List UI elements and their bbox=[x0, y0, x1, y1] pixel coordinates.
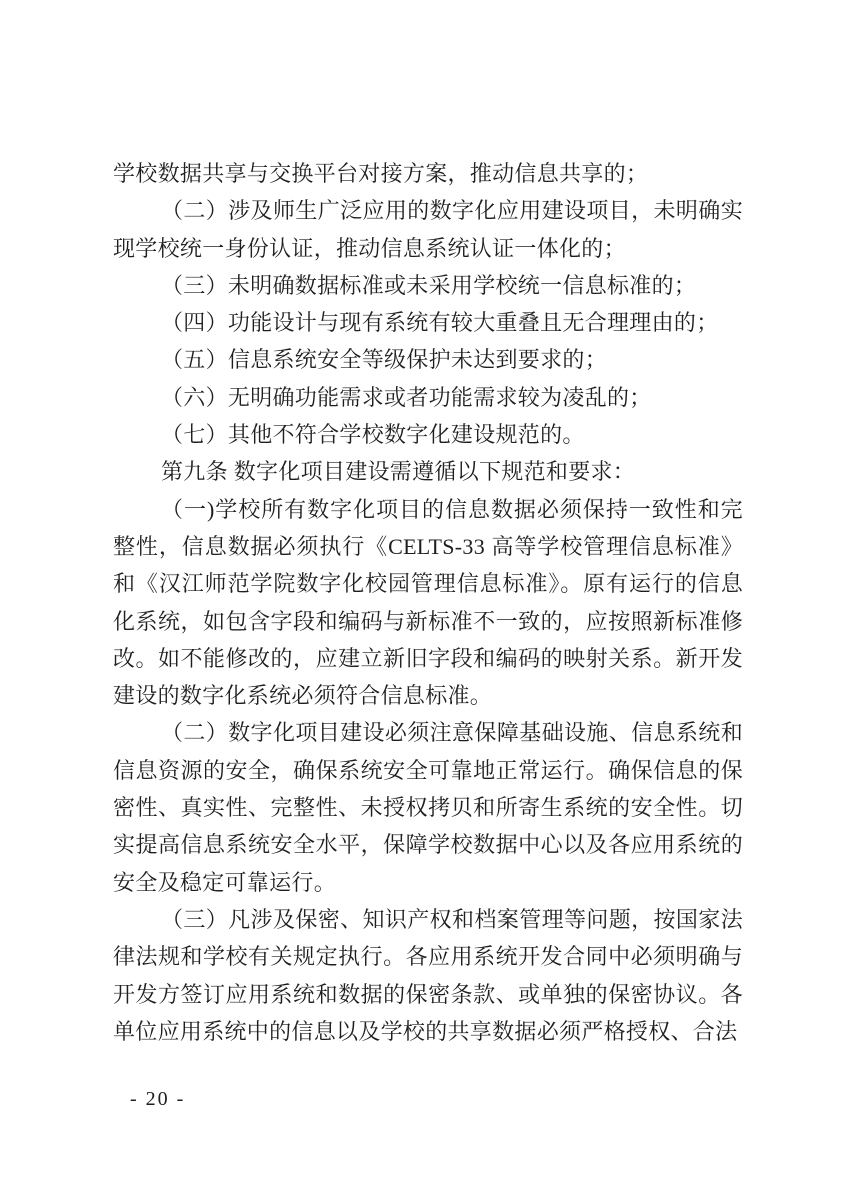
paragraph: （三）未明确数据标准或未采用学校统一信息标准的； bbox=[161, 272, 697, 298]
paragraph: （一)学校所有数字化项目的信息数据必须保持一致性和完整性，信息数据必须执行《CELTS-33 高等学校管理信息标准》和《汉江师范学院数字化校园管理信息标准》。原有运行的信息化系统，如包含字段和编码与新标准不一致的，应按照新标准修改。如不能修改的，应建立新旧字段和编码的映射关系。新开发建设的数字化系统必须符合信息标准。 bbox=[113, 496, 743, 709]
paragraph: 学校数据共享与交换平台对接方案，推动信息共享的； bbox=[113, 161, 649, 186]
paragraph: （七）其他不符合学校数字化建设规范的。 bbox=[161, 422, 585, 448]
paragraph: （三）凡涉及保密、知识产权和档案管理等问题，按国家法律法规和学校有关规定执行。各应用系统开发合同中必须明确与开发方签订应用系统和数据的保密条款、或单独的保密协议。各单位应用系统中的信息以及学校的共享数据必须严格授权、合法 bbox=[113, 906, 743, 1044]
paragraph: （二）数字化项目建设必须注意保障基础设施、信息系统和信息资源的安全，确保系统安全可靠地正常运行。确保信息的保密性、真实性、完整性、未授权拷贝和所寄生系统的安全性。切实提高信息系统安全水平，保障学校数据中心以及各应用系统的安全及稳定可靠运行。 bbox=[113, 720, 743, 895]
paragraph: （四）功能设计与现有系统有较大重叠且无合理理由的； bbox=[161, 310, 719, 336]
document-body bbox=[113, 155, 743, 1050]
page-number: - 20 - bbox=[130, 1088, 186, 1110]
paragraph: （五）信息系统安全等级保护未达到要求的； bbox=[161, 347, 608, 373]
paragraph: （二）涉及师生广泛应用的数字化应用建设项目，未明确实现学校统一身份认证，推动信息系统认证一体化的； bbox=[113, 198, 743, 261]
paragraph: （六）无明确功能需求或者功能需求较为凌乱的； bbox=[161, 384, 652, 410]
paragraph: 第九条 数字化项目建设需遵循以下规范和要求： bbox=[161, 459, 636, 485]
